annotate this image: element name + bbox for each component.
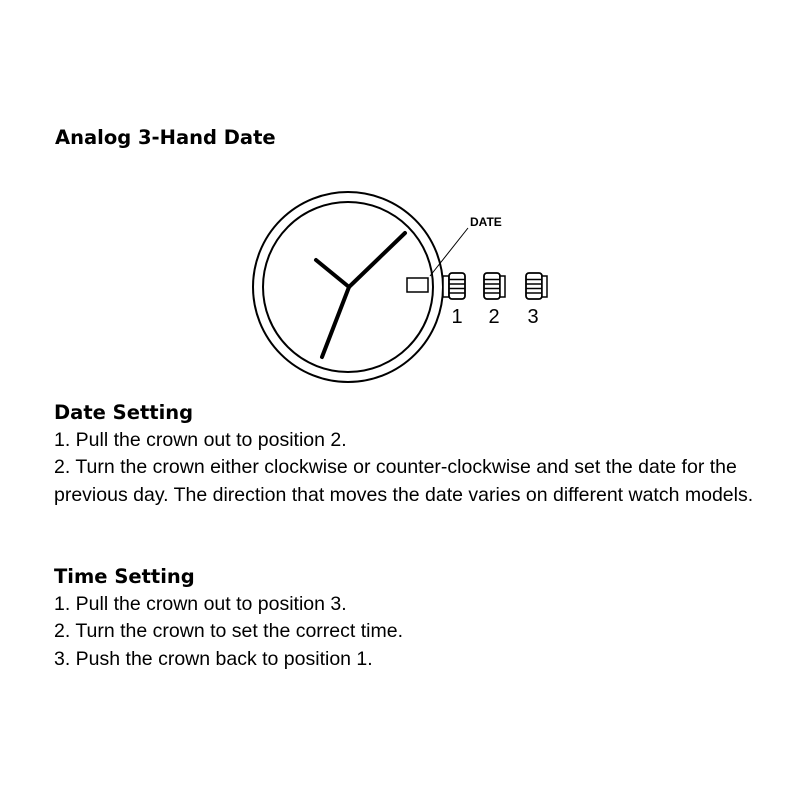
time-step-3: 3. Push the crown back to position 1. (54, 647, 373, 670)
second-hand (322, 287, 349, 357)
crown-position-2 (484, 273, 505, 328)
crown-position-3 (526, 273, 547, 328)
time-setting-heading: Time Setting (54, 565, 195, 588)
date-window (407, 278, 428, 292)
date-step-1: 1. Pull the crown out to position 2. (54, 429, 347, 451)
crown-position-label: 1 (451, 306, 463, 328)
date-setting-heading: Date Setting (54, 401, 194, 424)
crown-icon (484, 273, 505, 299)
crown-icon (443, 273, 465, 299)
date-step-2: 2. Turn the crown either clockwise or counter-clockwise and set the date for the previous day. The direction that moves the date varies on different watch models. (54, 456, 754, 506)
watch-hands (316, 233, 405, 357)
time-step-2: 2. Turn the crown to set the correct time. (54, 620, 403, 643)
time-setting-section (54, 563, 774, 673)
crown-icon (526, 273, 547, 299)
date-setting-section (54, 399, 774, 509)
date-label: DATE (470, 215, 502, 229)
hour-hand (316, 260, 349, 287)
crown-position-label: 2 (488, 306, 500, 328)
minute-hand (349, 233, 405, 287)
page-title: Analog 3-Hand Date (55, 126, 276, 149)
crown-position-1 (443, 273, 465, 328)
time-step-1: 1. Pull the crown out to position 3. (54, 593, 347, 615)
crown-position-label: 3 (527, 306, 539, 328)
